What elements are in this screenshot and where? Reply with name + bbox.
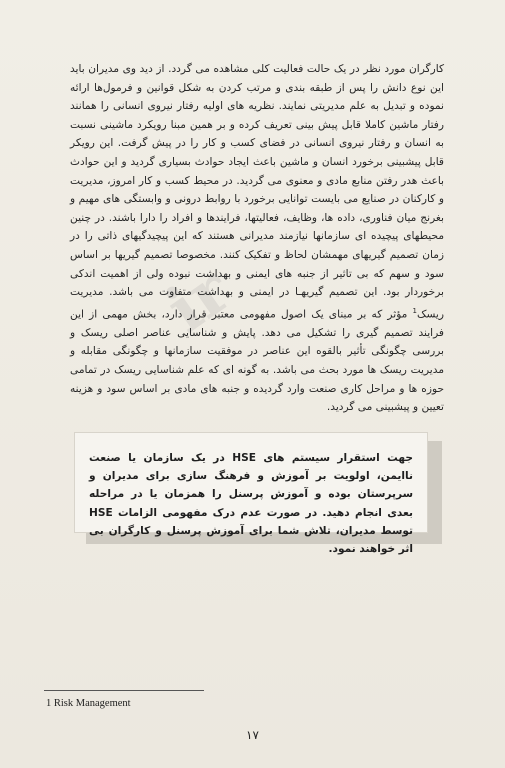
body-paragraph xyxy=(70,60,444,417)
footnote-divider xyxy=(44,690,204,691)
watermark-logo: ir xyxy=(153,252,244,348)
callout-panel xyxy=(74,432,428,556)
footnote-marker: 1 xyxy=(412,306,417,315)
callout-text: جهت استقرار سیستم های HSE در یک سازمان یا صنعت ناایمن، اولویت بر آموزش و فرهنگ سازی برای مدیران و سرپرستان بوده و آموزش پرسنل را همزمان یا در مراحله بعدی انجام دهید. در صورت عدم درک مفهومی الزامات HSE توسط مدیران، تلاش شما برای آموزش پرسنل و کارگران بی اثر خواهند نمود. xyxy=(89,452,413,556)
body-text-part-1: کارگران مورد نظر در یک حالت فعالیت کلی مشاهده می گردد. از دید وی مدیران باید این نوع دانش را پس از طبقه بندی و مرتب کردن به شکل قوانین و فرمول‌ها ارائه نموده و تبدیل به علم مدیریتی نمایند. نظریه های اولیه رفتار نیروی انسانی را همانند رفتار ماشین کاملا قابل پیش بینی تعریف کرده و بر همین مبنا رویکرد ماشینی نسبت به انسان و رفتار نیروی انسانی در فضای کسب و کار را در پیش گرفت. این رویکر قابل پیشبینی برخورد انسان و ماشین باعث ایجاد حوادث بسیاری گردید و این حوادث باعث هدر رفتن منابع مادی و معنوی می گردید. در محیط کسب و کار امروز، مدیریت و کارکنان در صنایع می بایست توانایی برخورد با روابط درونی و وابستگی های مهیم و بغرنج میان فناوری، داده ها، وظایف، فعالیتها، فرایندها و افراد را دارا باشند. در چنین محیطهای پیچیده ای سازمانها نیازمند مدیرانی هستند که این پیچیدگیهای ذاتی را در زمان تصمیم گیریهای مهمشان لحاظ و تفکیک کنند. مخصوصا تصمیم گیریها بر اساس سود و سهم که بی تاثیر از جنبه های ایمنی و بهداشت نبوده ولی از اهمیت اندکی برخوردار بود. این تصمیم گیریهـا در ایمنی و بهداشت متفاوت می باشد. مدیریت ریسک xyxy=(70,63,444,321)
body-text-part-2: مؤثر که بر مبنای یک اصول مفهومی معتبر قرار دارد، بخش مهمی از این فرایند تصمیم گیری را تشکیل می دهد. پایش و شناسایی عناصر اصلی ریسک و بررسی چگونگی تأثیر بالقوه این عناصر در موفقیت سازمانها و چگونگی مقابله و مدیریت ریسک ها مورد بحث می باشد. به گونه ای که علم شناسایی ریسک در تمامی حوزه ها و مراحل کاری صنعت وارد گردیده و جنبه های مادی بر اساس سود و هزینه تعیین و پیشبینی می گردید. xyxy=(70,308,444,414)
footnote: 1 Risk Management xyxy=(46,698,131,709)
callout-box xyxy=(74,432,442,556)
page-number: ۱۷ xyxy=(246,728,259,742)
